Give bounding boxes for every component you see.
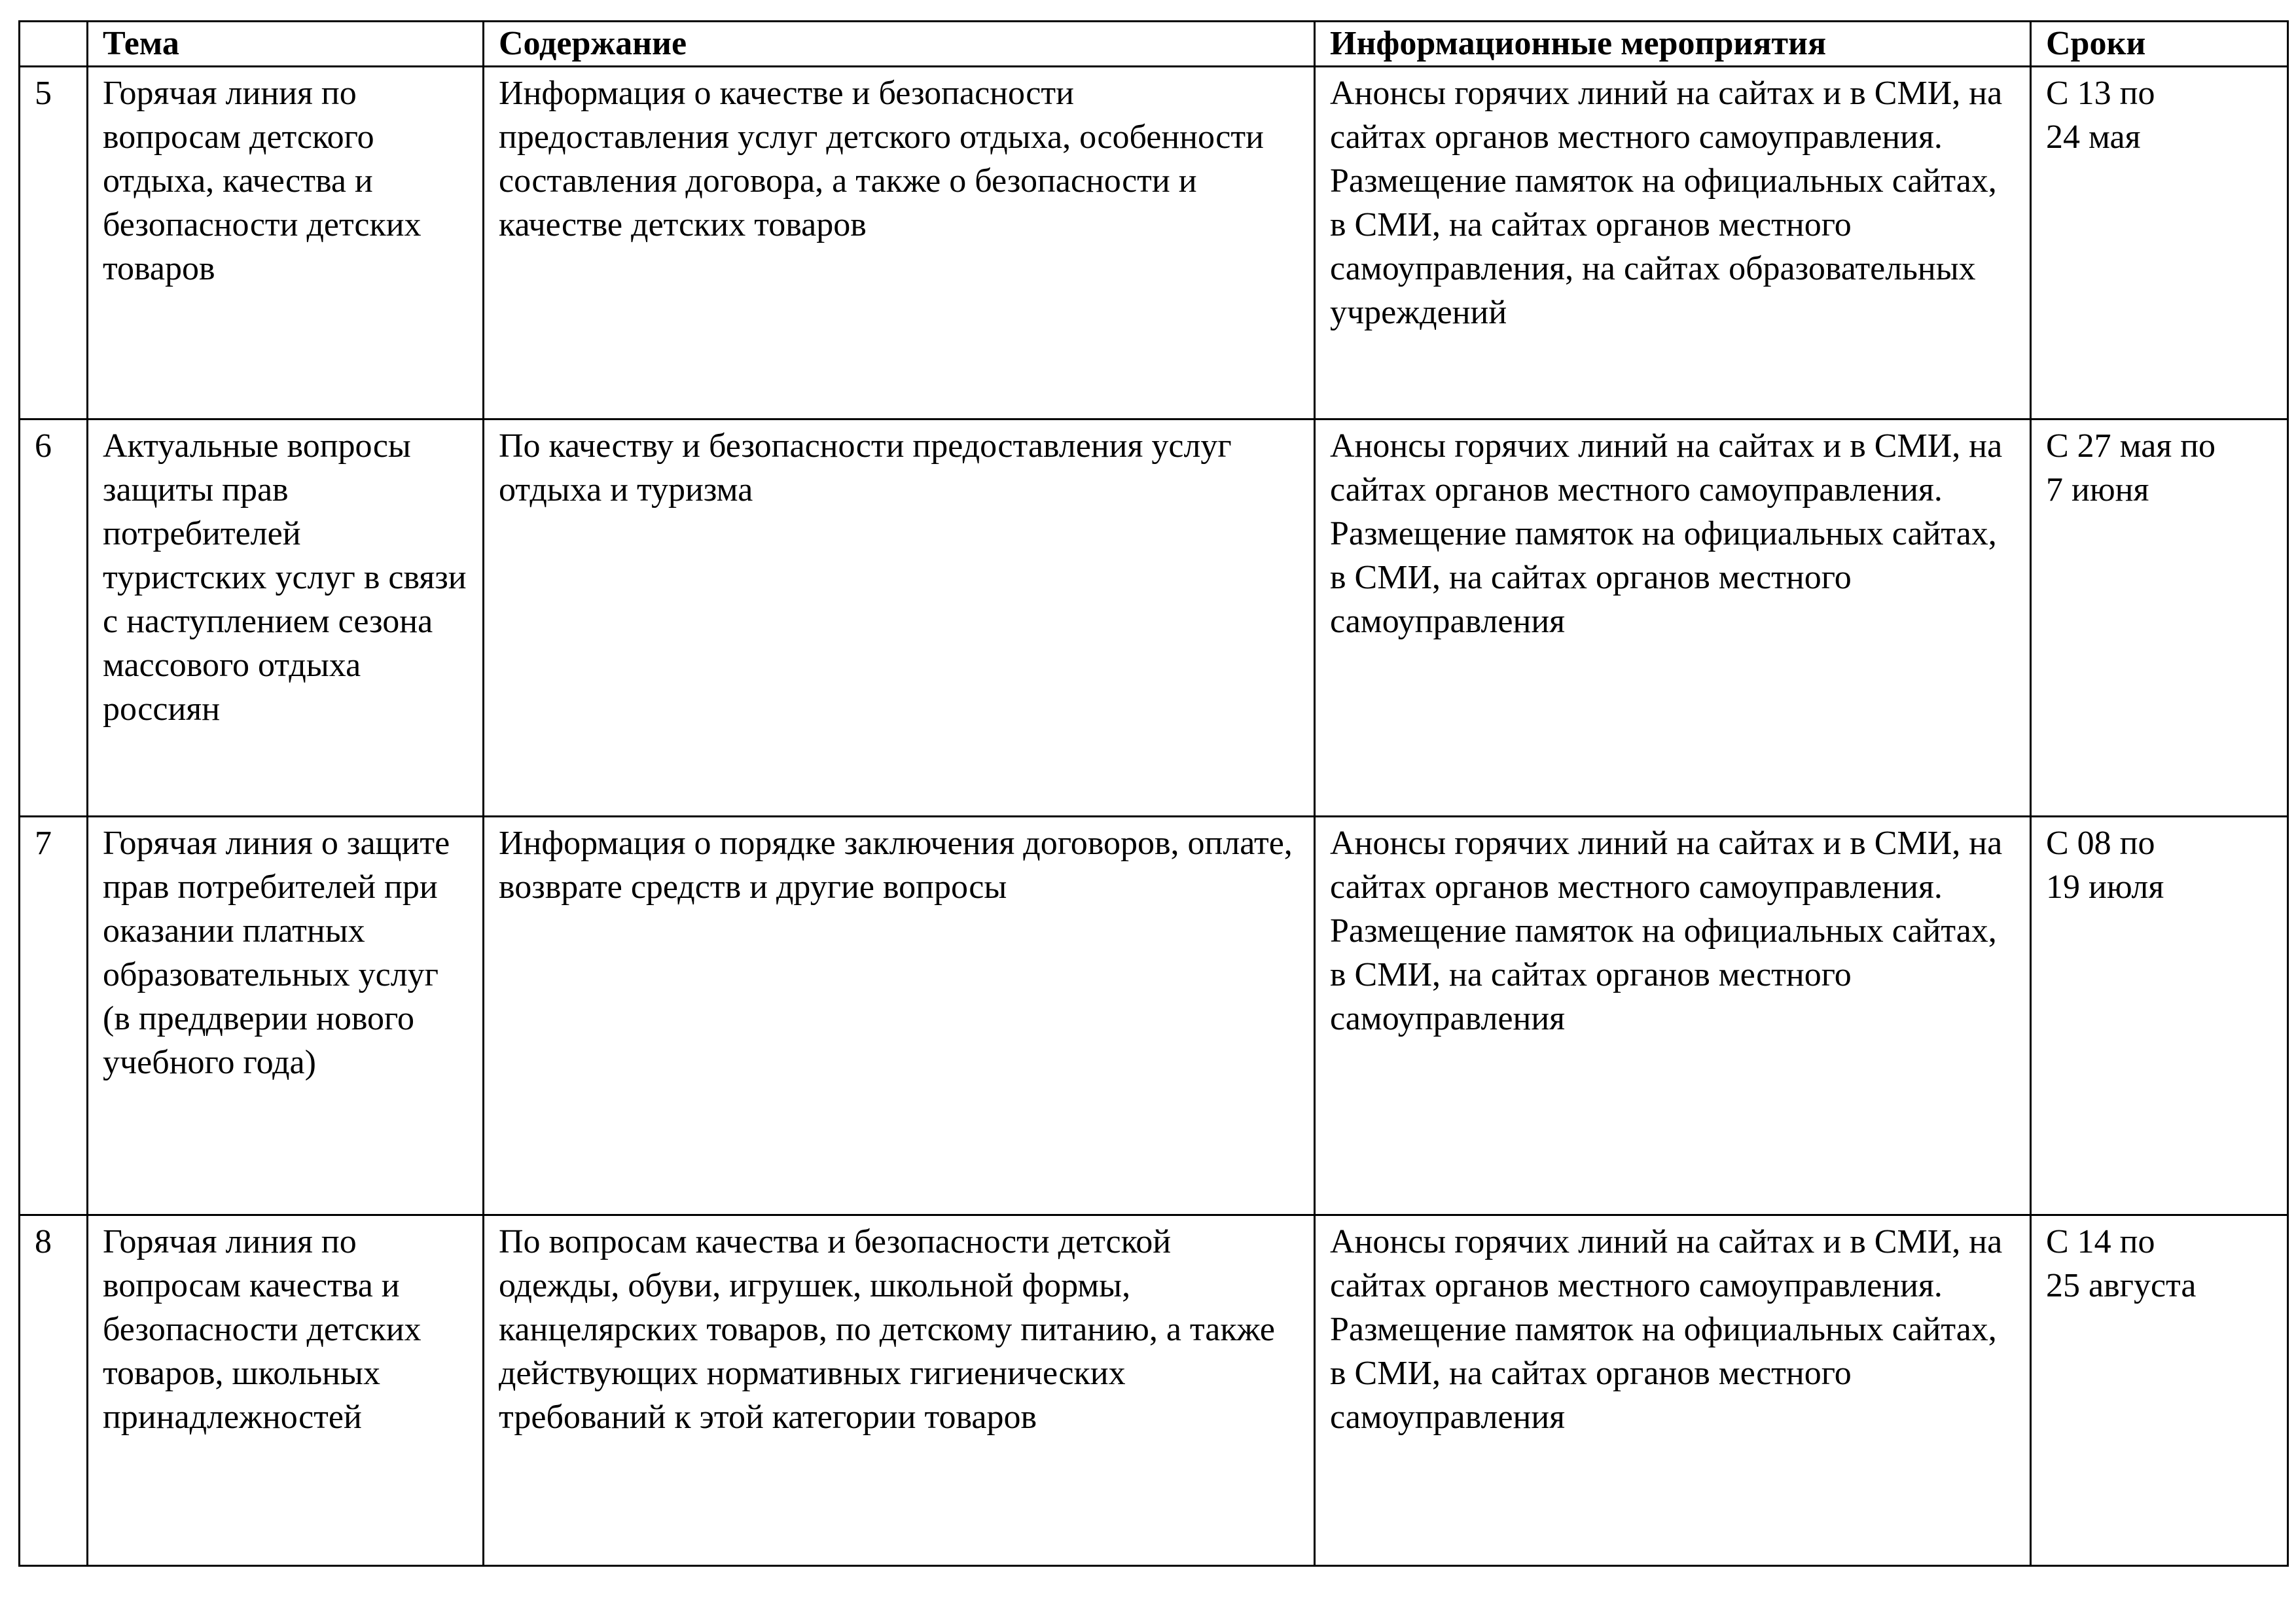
info-announcements: Анонсы горячих линий на сайтах и в СМИ, на сайтах органов местного самоуправления. [1330,825,2003,906]
date-start: С 08 по [2046,825,2155,862]
row-dates [2031,67,2288,419]
table-row [20,67,2288,419]
row-number: 5 [20,67,88,419]
row-dates [2031,419,2288,817]
info-memos: Размещение памяток на официальных сайтах, в СМИ, на сайтах органов местного самоуправления, на сайтах образовательных учреждений [1330,162,1997,331]
row-topic: Горячая линия по вопросам детского отдыха, качества и безопасности детских товаров [88,67,484,419]
row-topic: Горячая линия по вопросам качества и безопасности детских товаров, школьных принадлежностей [88,1215,484,1566]
table-header-row [20,22,2288,67]
row-info-events [1315,419,2031,817]
row-dates [2031,1215,2288,1566]
row-number: 8 [20,1215,88,1566]
date-end: 7 июня [2046,471,2149,508]
date-end: 25 августа [2046,1267,2197,1304]
info-announcements: Анонсы горячих линий на сайтах и в СМИ, на сайтах органов местного самоуправления. [1330,1223,2003,1304]
date-end: 19 июля [2046,868,2164,906]
header-content: Содержание [484,22,1315,67]
row-dates [2031,817,2288,1215]
header-number [20,22,88,67]
row-info-events [1315,817,2031,1215]
table-row [20,817,2288,1215]
info-memos: Размещение памяток на официальных сайтах, в СМИ, на сайтах органов местного самоуправления [1330,912,1997,1037]
date-start: С 14 по [2046,1223,2155,1260]
hotline-schedule-table [18,20,2289,1567]
row-content: По качеству и безопасности предоставления услуг отдыха и туризма [484,419,1315,817]
date-end: 24 мая [2046,118,2141,156]
row-topic: Горячая линия о защите прав потребителей при оказании платных образовательных услуг (в преддверии нового учебного года) [88,817,484,1215]
row-topic: Актуальные вопросы защиты прав потребителей туристских услуг в связи с наступлением сезона массового отдыха россиян [88,419,484,817]
table-row [20,419,2288,817]
row-content: Информация о порядке заключения договоров, оплате, возврате средств и другие вопросы [484,817,1315,1215]
header-topic: Тема [88,22,484,67]
header-dates: Сроки [2031,22,2288,67]
table-row [20,1215,2288,1566]
row-info-events [1315,67,2031,419]
info-memos: Размещение памяток на официальных сайтах, в СМИ, на сайтах органов местного самоуправления [1330,1311,1997,1436]
document-page [18,20,2287,1567]
info-memos: Размещение памяток на официальных сайтах, в СМИ, на сайтах органов местного самоуправления [1330,515,1997,640]
row-info-events [1315,1215,2031,1566]
row-content: Информация о качестве и безопасности предоставления услуг детского отдыха, особенности составления договора, а также о безопасности и качестве детских товаров [484,67,1315,419]
date-start: С 27 мая по [2046,427,2216,465]
date-start: С 13 по [2046,75,2155,112]
row-number: 6 [20,419,88,817]
info-announcements: Анонсы горячих линий на сайтах и в СМИ, на сайтах органов местного самоуправления. [1330,427,2003,508]
info-announcements: Анонсы горячих линий на сайтах и в СМИ, на сайтах органов местного самоуправления. [1330,75,2003,156]
row-content: По вопросам качества и безопасности детской одежды, обуви, игрушек, школьной формы, канцелярских товаров, по детскому питанию, а также действующих нормативных гигиенических требований к этой категории товаров [484,1215,1315,1566]
row-number: 7 [20,817,88,1215]
header-info-events: Информационные мероприятия [1315,22,2031,67]
